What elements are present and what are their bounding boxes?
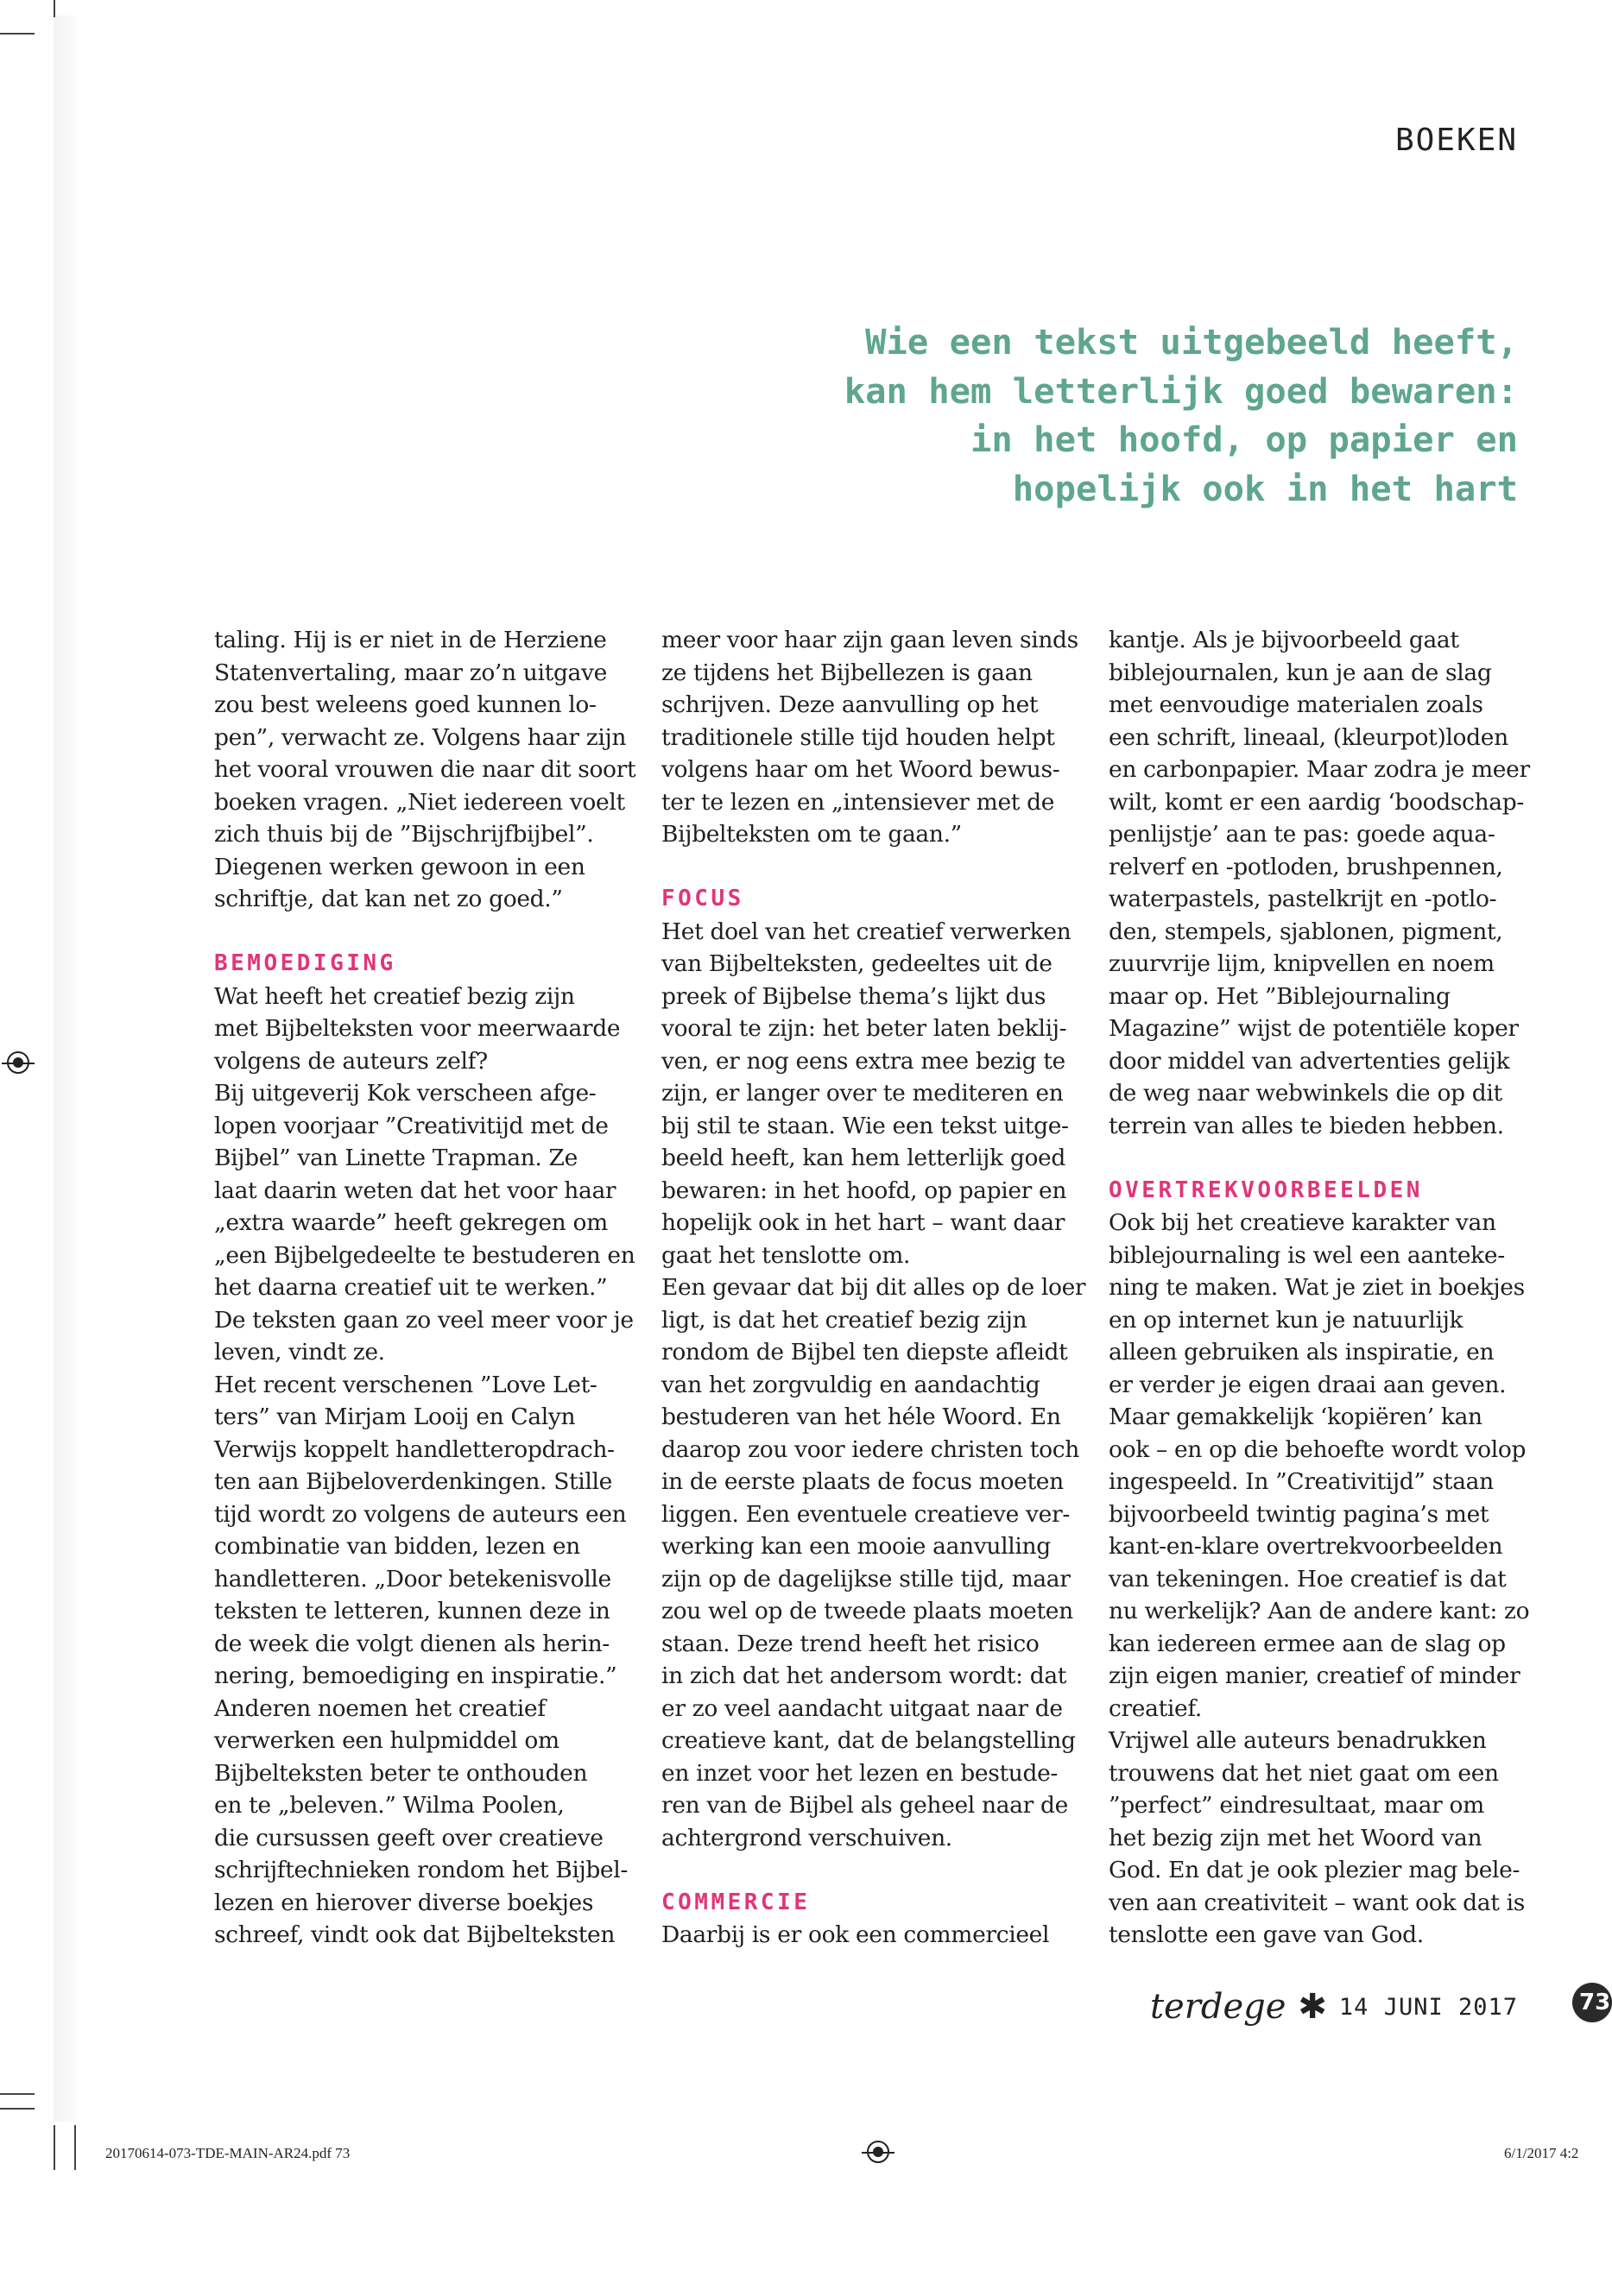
text-line: Bijbel” van Linette Trapman. Ze bbox=[214, 1145, 578, 1171]
text-line: trouwens dat het niet gaat om een bbox=[1109, 1759, 1499, 1787]
text-line: met Bijbelteksten voor meerwaarde bbox=[214, 1015, 621, 1042]
pull-quote-line: in het hoofd, op papier en bbox=[970, 419, 1518, 460]
page-number: 73 bbox=[1572, 1983, 1612, 2022]
crop-mark bbox=[0, 33, 35, 35]
text-line: het vooral vrouwen die naar dit soort bbox=[214, 756, 636, 783]
text-line: schrijven. Deze aanvulling op het bbox=[661, 691, 1039, 718]
text-line: Daarbij is er ook een commercieel bbox=[661, 1921, 1050, 1948]
text-line: de weg naar webwinkels die op dit bbox=[1109, 1080, 1502, 1107]
print-slug-file: 20170614-073-TDE-MAIN-AR24.pdf 73 bbox=[105, 2145, 351, 2161]
text-line: combinatie van bidden, lezen en bbox=[214, 1533, 580, 1560]
text-line: zich thuis bij de ”Bijschrijfbijbel”. bbox=[214, 821, 594, 848]
text-line: kan iedereen ermee aan de slag op bbox=[1109, 1630, 1506, 1657]
text-line: er zo veel aandacht uitgaat naar de bbox=[661, 1694, 1063, 1722]
text-line: creatieve kant, dat de belangstelling bbox=[661, 1727, 1076, 1754]
text-line: Magazine” wijst de potentiële koper bbox=[1109, 1015, 1519, 1042]
text-line: kantje. Als je bijvoorbeeld gaat bbox=[1109, 627, 1459, 653]
text-line: achtergrond verschuiven. bbox=[661, 1824, 952, 1851]
text-line: in zich dat het andersom wordt: dat bbox=[661, 1662, 1067, 1689]
text-line: preek of Bijbelse thema’s lijkt dus bbox=[661, 982, 1046, 1010]
text-line: laat daarin weten dat het voor haar bbox=[214, 1176, 616, 1204]
text-line: van het zorgvuldig en aandachtig bbox=[661, 1371, 1040, 1398]
text-line: bestuderen van het héle Woord. En bbox=[661, 1403, 1061, 1430]
text-line: door middel van advertenties gelijk bbox=[1109, 1047, 1510, 1075]
registration-mark-icon bbox=[867, 2141, 889, 2163]
text-line: nu werkelijk? Aan de andere kant: zo bbox=[1109, 1598, 1530, 1624]
text-line: een schrift, lineaal, (kleurpot)loden bbox=[1109, 723, 1508, 751]
text-line: kant-en-klare overtrekvoorbeelden bbox=[1109, 1533, 1503, 1560]
text-line: Het doel van het creatief verwerken bbox=[661, 918, 1072, 945]
section-heading: FOCUS bbox=[661, 886, 744, 911]
text-line: schreef, vindt ook dat Bijbelteksten bbox=[214, 1921, 616, 1948]
text-line: zijn eigen manier, creatief of minder bbox=[1109, 1662, 1520, 1689]
text-line: Het recent verschenen ”Love Let- bbox=[214, 1371, 597, 1398]
text-line: ingespeeld. In ”Creativitijd” staan bbox=[1109, 1468, 1494, 1495]
text-line: schriftje, dat kan net zo goed.” bbox=[214, 886, 563, 912]
text-line: ligt, is dat het creatief bezig zijn bbox=[661, 1306, 1027, 1334]
text-line: alleen gebruiken als inspiratie, en bbox=[1109, 1339, 1495, 1366]
text-line: Ook bij het creatieve karakter van bbox=[1109, 1209, 1496, 1236]
text-line: ters” van Mirjam Looij en Calyn bbox=[214, 1403, 576, 1430]
text-line: tenslotte een gave van God. bbox=[1109, 1921, 1424, 1948]
section-heading: BEMOEDIGING bbox=[214, 950, 396, 976]
text-line: leven, vindt ze. bbox=[214, 1339, 385, 1366]
text-line: Vrijwel alle auteurs benadrukken bbox=[1109, 1727, 1487, 1754]
text-line: penlijstje’ aan te pas: goede aqua- bbox=[1109, 821, 1495, 848]
text-line: Bij uitgeverij Kok verscheen afge- bbox=[214, 1080, 597, 1107]
text-line: traditionele stille tijd houden helpt bbox=[661, 723, 1055, 751]
text-line: Wat heeft het creatief bezig zijn bbox=[214, 982, 575, 1010]
page-gutter-shadow bbox=[54, 16, 76, 2122]
text-line: De teksten gaan zo veel meer voor je bbox=[214, 1306, 634, 1334]
text-line: maar op. Het ”Biblejournaling bbox=[1109, 982, 1451, 1010]
text-line: „extra waarde” heeft gekregen om bbox=[214, 1209, 608, 1236]
text-line: ”perfect” eindresultaat, maar om bbox=[1109, 1792, 1484, 1819]
crop-mark bbox=[54, 0, 55, 17]
asterisk-icon: ✱ bbox=[1298, 1987, 1327, 2027]
text-line: creatief. bbox=[1109, 1694, 1202, 1722]
text-line: van Bijbelteksten, gedeeltes uit de bbox=[661, 950, 1053, 977]
text-line: vooral te zijn: het beter laten beklij- bbox=[661, 1015, 1067, 1042]
text-line: Maar gemakkelijk ‘kopiëren’ kan bbox=[1109, 1403, 1482, 1430]
text-line: er verder je eigen draai aan geven. bbox=[1109, 1371, 1507, 1398]
pull-quote-line: kan hem letterlijk goed bewaren: bbox=[844, 369, 1518, 412]
text-line: taling. Hij is er niet in de Herziene bbox=[214, 627, 607, 653]
text-line: volgens haar om het Woord bewus- bbox=[661, 756, 1060, 783]
text-line: teksten te letteren, kunnen deze in bbox=[214, 1598, 610, 1624]
text-line: werking kan een mooie aanvulling bbox=[661, 1533, 1051, 1560]
pull-quote-line: hopelijk ook in het hart bbox=[1012, 467, 1518, 509]
text-line: die cursussen geeft over creatieve bbox=[214, 1824, 604, 1851]
text-line: in de eerste plaats de focus moeten bbox=[661, 1468, 1064, 1495]
text-line: zou wel op de tweede plaats moeten bbox=[661, 1598, 1073, 1624]
crop-mark bbox=[54, 2125, 55, 2170]
text-line: Bijbelteksten beter te onthouden bbox=[214, 1759, 588, 1787]
text-line: Verwijs koppelt handletteropdrach- bbox=[214, 1435, 615, 1463]
text-line: biblejournaling is wel een aanteke- bbox=[1109, 1241, 1505, 1269]
text-line: ook – en op die behoefte wordt volop bbox=[1109, 1435, 1527, 1463]
text-line: het daarna creatief uit te werken.” bbox=[214, 1274, 608, 1301]
text-line: zijn, er langer over te mediteren en bbox=[661, 1080, 1064, 1107]
text-column-3 bbox=[1109, 624, 1530, 1952]
text-line: boeken vragen. „Niet iedereen voelt bbox=[214, 788, 625, 816]
text-line: „een Bijbelgedeelte te bestuderen en bbox=[214, 1241, 635, 1269]
text-line: bewaren: in het hoofd, op papier en bbox=[661, 1176, 1067, 1204]
registration-mark-icon bbox=[7, 1051, 29, 1074]
text-line: ten aan Bijbeloverdenkingen. Stille bbox=[214, 1468, 613, 1495]
text-line: ven, er nog eens extra mee bezig te bbox=[661, 1047, 1065, 1075]
text-line: schrijftechnieken rondom het Bijbel- bbox=[214, 1857, 628, 1883]
text-line: wilt, komt er een aardig ‘boodschap- bbox=[1109, 788, 1524, 816]
text-line: meer voor haar zijn gaan leven sinds bbox=[661, 627, 1078, 653]
text-line: handletteren. „Door betekenisvolle bbox=[214, 1565, 611, 1593]
text-line: Bijbelteksten om te gaan.” bbox=[661, 821, 962, 848]
text-line: liggen. Een eventuele creatieve ver- bbox=[661, 1500, 1070, 1528]
text-line: en te „beleven.” Wilma Poolen, bbox=[214, 1792, 565, 1819]
text-line: pen”, verwacht ze. Volgens haar zijn bbox=[214, 723, 627, 751]
text-line: nering, bemoediging en inspiratie.” bbox=[214, 1662, 617, 1689]
text-line: ze tijdens het Bijbellezen is gaan bbox=[661, 659, 1033, 686]
section-label: BOEKEN bbox=[1394, 123, 1518, 158]
text-line: ning te maken. Wat je ziet in boekjes bbox=[1109, 1274, 1525, 1301]
print-slug-timestamp: 6/1/2017 4:2 bbox=[1504, 2145, 1579, 2161]
text-line: zijn op de dagelijkse stille tijd, maar bbox=[661, 1565, 1071, 1593]
crop-mark bbox=[0, 2108, 35, 2110]
text-line: ven aan creativiteit – want ook dat is bbox=[1109, 1889, 1525, 1916]
section-heading: OVERTREKVOORBEELDEN bbox=[1109, 1176, 1423, 1203]
issue-date: 14 JUNI 2017 bbox=[1338, 1993, 1518, 2021]
magazine-brand: terdege bbox=[1149, 1987, 1286, 2027]
text-line: van tekeningen. Hoe creatief is dat bbox=[1109, 1565, 1507, 1593]
text-line: Een gevaar dat bij dit alles op de loer bbox=[661, 1274, 1086, 1301]
text-line: lezen en hierover diverse boekjes bbox=[214, 1889, 594, 1916]
text-column-2 bbox=[661, 624, 1086, 1952]
text-line: biblejournalen, kun je aan de slag bbox=[1109, 659, 1492, 686]
text-line: terrein van alles te bieden hebben. bbox=[1109, 1112, 1504, 1139]
text-line: Diegenen werken gewoon in een bbox=[214, 853, 585, 880]
crop-mark bbox=[74, 2125, 76, 2170]
pull-quote-line: Wie een tekst uitgebeeld heeft, bbox=[865, 321, 1518, 363]
text-line: verwerken een hulpmiddel om bbox=[214, 1727, 559, 1754]
text-line: staan. Deze trend heeft het risico bbox=[661, 1630, 1040, 1657]
text-line: bij stil te staan. Wie een tekst uitge- bbox=[661, 1112, 1069, 1139]
section-heading: COMMERCIE bbox=[661, 1889, 811, 1915]
text-line: en inzet voor het lezen en bestude- bbox=[661, 1759, 1059, 1787]
text-line: rondom de Bijbel ten diepste afleidt bbox=[661, 1339, 1068, 1366]
text-line: Anderen noemen het creatief bbox=[214, 1694, 546, 1722]
text-line: met eenvoudige materialen zoals bbox=[1109, 691, 1483, 718]
page-footer bbox=[1150, 1987, 1518, 2027]
text-line: bijvoorbeeld twintig pagina’s met bbox=[1109, 1500, 1489, 1528]
text-line: lopen voorjaar ”Creativitijd met de bbox=[214, 1112, 609, 1139]
text-line: de week die volgt dienen als herin- bbox=[214, 1630, 610, 1657]
text-line: relverf en -potloden, brushpennen, bbox=[1109, 853, 1503, 880]
text-line: gaat het tenslotte om. bbox=[661, 1241, 911, 1269]
text-line: en carbonpapier. Maar zodra je meer bbox=[1109, 756, 1530, 783]
pull-quote bbox=[654, 318, 1518, 513]
text-line: beeld heeft, kan hem letterlijk goed bbox=[661, 1145, 1065, 1171]
crop-mark bbox=[0, 2093, 35, 2095]
text-line: en op internet kun je natuurlijk bbox=[1109, 1306, 1463, 1334]
text-line: zuurvrije lijm, knipvellen en noem bbox=[1109, 950, 1495, 977]
text-line: God. En dat je ook plezier mag bele- bbox=[1109, 1857, 1520, 1883]
text-line: ter te lezen en „intensiever met de bbox=[661, 788, 1055, 816]
text-line: tijd wordt zo volgens de auteurs een bbox=[214, 1500, 627, 1528]
text-line: daarop zou voor iedere christen toch bbox=[661, 1435, 1079, 1463]
text-line: het bezig zijn met het Woord van bbox=[1109, 1824, 1482, 1851]
text-line: waterpastels, pastelkrijt en -potlo- bbox=[1109, 886, 1497, 912]
text-line: den, stempels, sjablonen, pigment, bbox=[1109, 918, 1503, 945]
text-line: hopelijk ook in het hart – want daar bbox=[661, 1209, 1065, 1236]
text-line: zou best weleens goed kunnen lo- bbox=[214, 691, 597, 718]
text-line: volgens de auteurs zelf? bbox=[214, 1047, 488, 1075]
text-line: Statenvertaling, maar zo’n uitgave bbox=[214, 659, 607, 686]
text-line: ren van de Bijbel als geheel naar de bbox=[661, 1792, 1068, 1819]
text-column-1 bbox=[214, 624, 636, 1952]
